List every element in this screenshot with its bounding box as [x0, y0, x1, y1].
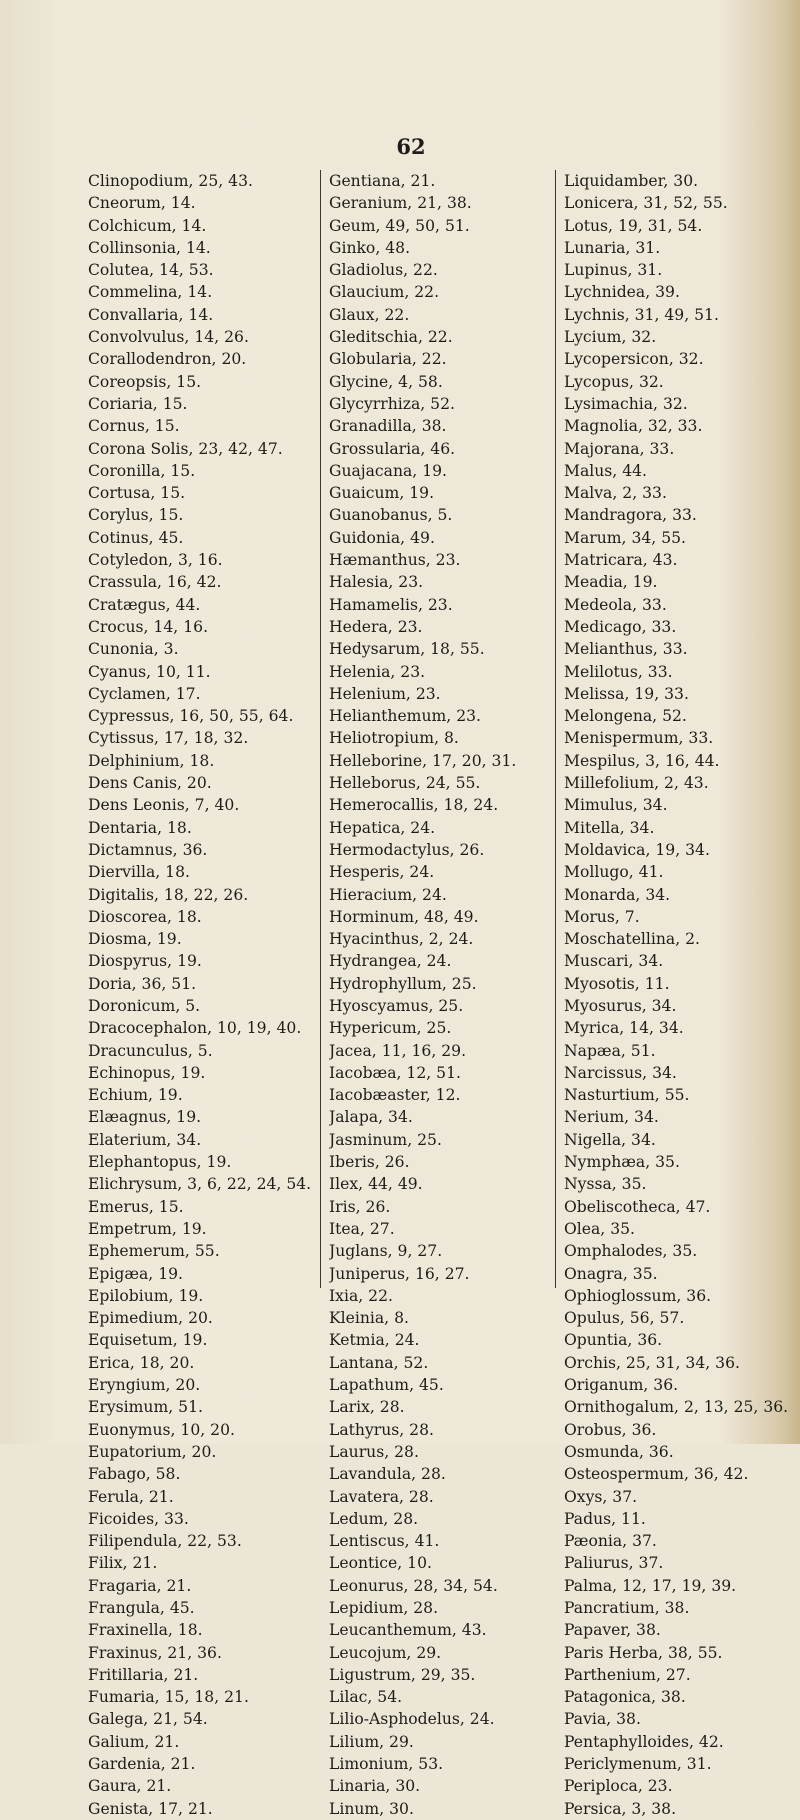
index-entry: Helenia, 23. — [329, 662, 426, 681]
index-entry: Laurus, 28. — [329, 1442, 419, 1461]
index-entry: Leonurus, 28, 34, 54. — [329, 1576, 498, 1595]
index-entry: Iris, 26. — [329, 1197, 391, 1216]
index-entry: Hæmanthus, 23. — [329, 551, 461, 570]
index-entry: Magnolia, 32, 33. — [564, 417, 703, 436]
index-entry: Morus, 7. — [564, 907, 640, 926]
index-entry: Dentaria, 18. — [88, 818, 192, 837]
index-entry: Nyssa, 35. — [564, 1175, 647, 1194]
index-entry: Iacobæa, 12, 51. — [329, 1063, 461, 1082]
index-entry: Mitella, 34. — [564, 818, 655, 837]
index-entry: Dens Canis, 20. — [88, 774, 212, 793]
index-entry: Periploca, 23. — [564, 1777, 673, 1796]
index-entry: Malva, 2, 33. — [564, 484, 667, 503]
index-entry: Hyoscyamus, 25. — [329, 996, 464, 1015]
index-entry: Patagonica, 38. — [564, 1688, 686, 1707]
index-entry: Filipendula, 22, 53. — [88, 1532, 242, 1551]
index-entry: Menispermum, 33. — [564, 729, 714, 748]
index-entry: Corona Solis, 23, 42, 47. — [88, 439, 283, 458]
index-entry: Narcissus, 34. — [564, 1063, 677, 1082]
index-entry: Lathyrus, 28. — [329, 1420, 434, 1439]
index-entry: Nymphæa, 35. — [564, 1153, 680, 1172]
index-entry: Hemerocallis, 18, 24. — [329, 796, 499, 815]
index-entry: Echium, 19. — [88, 1086, 183, 1105]
index-entry: Ketmia, 24. — [329, 1331, 420, 1350]
index-entry: Pentaphylloides, 42. — [564, 1732, 724, 1751]
index-entry: Granadilla, 38. — [329, 417, 447, 436]
index-entry: Limonium, 53. — [329, 1755, 444, 1774]
index-entry: Lunaria, 31. — [564, 238, 661, 257]
index-entry: Galium, 21. — [88, 1732, 180, 1751]
index-entry: Hieracium, 24. — [329, 885, 447, 904]
index-entry: Fabago, 58. — [88, 1465, 181, 1484]
index-entry: Globularia, 22. — [329, 350, 447, 369]
index-entry: Ixia, 22. — [329, 1286, 393, 1305]
index-entry: Melissa, 19, 33. — [564, 684, 689, 703]
index-entry: Delphinium, 18. — [88, 751, 215, 770]
index-entry: Fritillaria, 21. — [88, 1665, 199, 1684]
index-entry: Linum, 30. — [329, 1799, 414, 1818]
index-entry: Cyanus, 10, 11. — [88, 662, 211, 681]
index-entry: Meadia, 19. — [564, 573, 658, 592]
index-entry: Guaicum, 19. — [329, 484, 435, 503]
index-entry: Moschatellina, 2. — [564, 930, 701, 949]
index-entry: Papaver, 38. — [564, 1621, 661, 1640]
index-entry: Euonymus, 10, 20. — [88, 1420, 235, 1439]
index-entry: Millefolium, 2, 43. — [564, 774, 709, 793]
index-entry: Dens Leonis, 7, 40. — [88, 796, 240, 815]
index-entry: Napæa, 51. — [564, 1041, 656, 1060]
index-entry: Doria, 36, 51. — [88, 974, 197, 993]
index-entry: Ferula, 21. — [88, 1487, 174, 1506]
index-entry: Jasminum, 25. — [329, 1130, 442, 1149]
index-entry: Jalapa, 34. — [329, 1108, 413, 1127]
index-entry: Oxys, 37. — [564, 1487, 638, 1506]
index-entry: Kleinia, 8. — [329, 1309, 409, 1328]
index-entry: Palma, 12, 17, 19, 39. — [564, 1576, 737, 1595]
index-entry: Helleborus, 24, 55. — [329, 774, 481, 793]
index-entry: Cratægus, 44. — [88, 595, 201, 614]
index-entry: Majorana, 33. — [564, 439, 675, 458]
index-entry: Glaux, 22. — [329, 305, 410, 324]
index-entry: Paris Herba, 38, 55. — [564, 1643, 723, 1662]
index-entry: Hyacinthus, 2, 24. — [329, 930, 474, 949]
index-entry: Mespilus, 3, 16, 44. — [564, 751, 720, 770]
index-entry: Emerus, 15. — [88, 1197, 184, 1216]
index-entry: Cortusa, 15. — [88, 484, 186, 503]
index-entry: Gentiana, 21. — [329, 172, 436, 190]
index-entry: Geum, 49, 50, 51. — [329, 216, 470, 235]
index-entry: Coreopsis, 15. — [88, 372, 202, 391]
index-entry: Ficoides, 33. — [88, 1509, 189, 1528]
index-entry: Mollugo, 41. — [564, 863, 664, 882]
index-entry: Nerium, 34. — [564, 1108, 659, 1127]
index-entry: Moldavica, 19, 34. — [564, 840, 710, 859]
index-entry: Nigella, 34. — [564, 1130, 656, 1149]
index-entry: Hermodactylus, 26. — [329, 840, 485, 859]
index-entry: Erysimum, 51. — [88, 1398, 203, 1417]
index-entry: Jacea, 11, 16, 29. — [329, 1041, 467, 1060]
index-entry: Clinopodium, 25, 43. — [88, 172, 253, 190]
index-entry: Filix, 21. — [88, 1554, 158, 1573]
index-entry: Lycium, 32. — [564, 328, 657, 347]
index-entry: Elichrysum, 3, 6, 22, 24, 54. — [88, 1175, 312, 1194]
index-entry: Lotus, 19, 31, 54. — [564, 216, 703, 235]
index-entry: Crocus, 14, 16. — [88, 617, 209, 636]
index-entry: Myrica, 14, 34. — [564, 1019, 684, 1038]
index-entry: Lentiscus, 41. — [329, 1532, 440, 1551]
index-entry: Hypericum, 25. — [329, 1019, 452, 1038]
index-entry: Iacobæaster, 12. — [329, 1086, 461, 1105]
index-entry: Erica, 18, 20. — [88, 1353, 195, 1372]
index-entry: Fragaria, 21. — [88, 1576, 192, 1595]
index-entry: Guanobanus, 5. — [329, 506, 453, 525]
index-entry: Linaria, 30. — [329, 1777, 421, 1796]
index-entry: Ginko, 48. — [329, 238, 411, 257]
index-entry: Dracocephalon, 10, 19, 40. — [88, 1019, 302, 1038]
index-entry: Medeola, 33. — [564, 595, 667, 614]
index-entry: Hydrangea, 24. — [329, 952, 452, 971]
index-entry: Colutea, 14, 53. — [88, 261, 214, 280]
index-entry: Guajacana, 19. — [329, 461, 448, 480]
index-entry: Lonicera, 31, 52, 55. — [564, 194, 728, 213]
index-entry: Lilium, 29. — [329, 1732, 414, 1751]
index-entry: Epilobium, 19. — [88, 1286, 204, 1305]
index-entry: Genista, 17, 21. — [88, 1799, 213, 1818]
index-entry: Cunonia, 3. — [88, 640, 179, 659]
index-entry: Olea, 35. — [564, 1219, 636, 1238]
index-entry: Monarda, 34. — [564, 885, 671, 904]
index-entry: Melongena, 52. — [564, 707, 687, 726]
index-entry: Dioscorea, 18. — [88, 907, 202, 926]
index-entry: Lilac, 54. — [329, 1688, 403, 1707]
index-entry: Elaterium, 34. — [88, 1130, 202, 1149]
index-entry: Helenium, 23. — [329, 684, 441, 703]
index-entry: Glycyrrhiza, 52. — [329, 394, 455, 413]
index-entry: Corallodendron, 20. — [88, 350, 247, 369]
index-entry: Leucanthemum, 43. — [329, 1621, 487, 1640]
index-entry: Ephemerum, 55. — [88, 1242, 220, 1261]
index-entry: Lavandula, 28. — [329, 1465, 446, 1484]
index-entry: Eupatorium, 20. — [88, 1442, 217, 1461]
index-entry: Glycine, 4, 58. — [329, 372, 443, 391]
index-entry: Halesia, 23. — [329, 573, 424, 592]
index-entry: Parthenium, 27. — [564, 1665, 691, 1684]
index-entry: Hesperis, 24. — [329, 863, 435, 882]
index-entry: Geranium, 21, 38. — [329, 194, 472, 213]
index-entry: Pavia, 38. — [564, 1710, 641, 1729]
index-entry: Lilio-Asphodelus, 24. — [329, 1710, 495, 1729]
index-entry: Lycopersicon, 32. — [564, 350, 704, 369]
index-column-2 — [320, 170, 517, 1818]
index-entry: Juniperus, 16, 27. — [329, 1264, 470, 1283]
index-entry: Hepatica, 24. — [329, 818, 436, 837]
index-entry: Lepidium, 28. — [329, 1599, 439, 1617]
index-entry: Coronilla, 15. — [88, 461, 196, 480]
index-entry: Cypressus, 16, 50, 55, 64. — [88, 707, 294, 726]
index-entry: Cyclamen, 17. — [88, 684, 201, 703]
index-entry: Fraxinus, 21, 36. — [88, 1643, 222, 1662]
index-entry: Itea, 27. — [329, 1219, 395, 1238]
index-entry: Opulus, 56, 57. — [564, 1309, 685, 1328]
index-entry: Leucojum, 29. — [329, 1643, 442, 1662]
index-entry: Onagra, 35. — [564, 1264, 658, 1283]
index-entry: Horminum, 48, 49. — [329, 907, 479, 926]
index-entry: Persica, 3, 38. — [564, 1799, 677, 1818]
index-entry: Paliurus, 37. — [564, 1554, 664, 1573]
index-entry: Ophioglossum, 36. — [564, 1286, 712, 1305]
index-entry: Lavatera, 28. — [329, 1487, 434, 1506]
index-entry: Diospyrus, 19. — [88, 952, 202, 971]
index-entry: Padus, 11. — [564, 1509, 646, 1528]
index-entry: Myosotis, 11. — [564, 974, 670, 993]
index-entry: Lysimachia, 32. — [564, 394, 688, 413]
index-entry: Gladiolus, 22. — [329, 261, 438, 280]
index-entry: Pancratium, 38. — [564, 1599, 690, 1617]
index-entry: Myosurus, 34. — [564, 996, 677, 1015]
index-entry: Lycopus, 32. — [564, 372, 664, 391]
index-entry: Cneorum, 14. — [88, 194, 196, 213]
index-entry: Muscari, 34. — [564, 952, 664, 971]
index-entry: Medicago, 33. — [564, 617, 677, 636]
index-entry: Liquidamber, 30. — [564, 172, 699, 190]
index-entry: Lantana, 52. — [329, 1353, 429, 1372]
index-entry: Helleborine, 17, 20, 31. — [329, 751, 517, 770]
index-entry: Leontice, 10. — [329, 1554, 432, 1573]
index-entry: Lychnidea, 39. — [564, 283, 680, 302]
index-entry: Convallaria, 14. — [88, 305, 214, 324]
index-entry: Crassula, 16, 42. — [88, 573, 222, 592]
index-entry: Epimedium, 20. — [88, 1309, 213, 1328]
index-entry: Marum, 34, 55. — [564, 528, 687, 547]
index-entry: Glaucium, 22. — [329, 283, 440, 302]
index-entry: Lupinus, 31. — [564, 261, 663, 280]
index-entry: Melilotus, 33. — [564, 662, 673, 681]
index-entry: Equisetum, 19. — [88, 1331, 208, 1350]
index-entry: Mandragora, 33. — [564, 506, 697, 525]
index-entry: Empetrum, 19. — [88, 1219, 207, 1238]
index-entry: Cornus, 15. — [88, 417, 180, 436]
index-entry: Eryngium, 20. — [88, 1376, 201, 1395]
index-entry: Doronicum, 5. — [88, 996, 201, 1015]
index-entry: Guidonia, 49. — [329, 528, 435, 547]
index-entry: Juglans, 9, 27. — [329, 1242, 443, 1261]
index-entry: Osteospermum, 36, 42. — [564, 1465, 749, 1484]
index-entry: Grossularia, 46. — [329, 439, 456, 458]
index-entry: Gleditschia, 22. — [329, 328, 453, 347]
index-entry: Colchicum, 14. — [88, 216, 207, 235]
index-entry: Dictamnus, 36. — [88, 840, 208, 859]
index-entry: Hamamelis, 23. — [329, 595, 453, 614]
index-entry: Gardenia, 21. — [88, 1755, 196, 1774]
index-entry: Heliotropium, 8. — [329, 729, 459, 748]
index-entry: Origanum, 36. — [564, 1376, 679, 1395]
index-entry: Periclymenum, 31. — [564, 1755, 712, 1774]
index-entry: Malus, 44. — [564, 461, 648, 480]
index-entry: Lychnis, 31, 49, 51. — [564, 305, 719, 324]
index-entry: Diervilla, 18. — [88, 863, 190, 882]
index-entry: Nasturtium, 55. — [564, 1086, 690, 1105]
index-entry: Melianthus, 33. — [564, 640, 688, 659]
index-entry: Omphalodes, 35. — [564, 1242, 698, 1261]
index-entry: Fraxinella, 18. — [88, 1621, 203, 1640]
index-entry: Hedysarum, 18, 55. — [329, 640, 485, 659]
index-entry: Cotinus, 45. — [88, 528, 184, 547]
index-entry: Ilex, 44, 49. — [329, 1175, 423, 1194]
index-entry: Echinopus, 19. — [88, 1063, 206, 1082]
index-entry: Helianthemum, 23. — [329, 707, 482, 726]
index-entry: Opuntia, 36. — [564, 1331, 663, 1350]
index-entry: Lapathum, 45. — [329, 1376, 444, 1395]
index-entry: Hydrophyllum, 25. — [329, 974, 477, 993]
index-entry: Pæonia, 37. — [564, 1532, 657, 1551]
index-entry: Gaura, 21. — [88, 1777, 172, 1796]
index-entry: Elæagnus, 19. — [88, 1108, 202, 1127]
index-entry: Larix, 28. — [329, 1398, 405, 1417]
index-entry: Ledum, 28. — [329, 1509, 419, 1528]
index-entry: Osmunda, 36. — [564, 1442, 674, 1461]
index-entry: Cytissus, 17, 18, 32. — [88, 729, 249, 748]
index-entry: Orobus, 36. — [564, 1420, 657, 1439]
index-entry: Obeliscotheca, 47. — [564, 1197, 711, 1216]
index-column-3 — [555, 170, 789, 1818]
index-entry: Matricara, 43. — [564, 551, 678, 570]
page-number: 62 — [396, 134, 426, 159]
index-entry: Digitalis, 18, 22, 26. — [88, 885, 249, 904]
index-entry: Fumaria, 15, 18, 21. — [88, 1688, 249, 1707]
index-column-1 — [88, 170, 311, 1820]
index-entry: Coriaria, 15. — [88, 394, 188, 413]
index-entry: Galega, 21, 54. — [88, 1710, 208, 1729]
index-entry: Ligustrum, 29, 35. — [329, 1665, 476, 1684]
index-entry: Commelina, 14. — [88, 283, 213, 302]
index-entry: Dracunculus, 5. — [88, 1041, 213, 1060]
index-entry: Epigæa, 19. — [88, 1264, 184, 1283]
index-entry: Mimulus, 34. — [564, 796, 668, 815]
index-entry: Diosma, 19. — [88, 930, 182, 949]
index-entry: Convolvulus, 14, 26. — [88, 328, 249, 347]
index-entry: Orchis, 25, 31, 34, 36. — [564, 1353, 740, 1372]
index-entry: Frangula, 45. — [88, 1599, 195, 1617]
index-entry: Cotyledon, 3, 16. — [88, 551, 223, 570]
index-entry: Ornithogalum, 2, 13, 25, 36. — [564, 1398, 789, 1417]
index-entry: Collinsonia, 14. — [88, 238, 211, 257]
index-entry: Corylus, 15. — [88, 506, 184, 525]
index-entry: Hedera, 23. — [329, 617, 423, 636]
index-entry: Iberis, 26. — [329, 1153, 410, 1172]
index-entry: Elephantopus, 19. — [88, 1153, 232, 1172]
